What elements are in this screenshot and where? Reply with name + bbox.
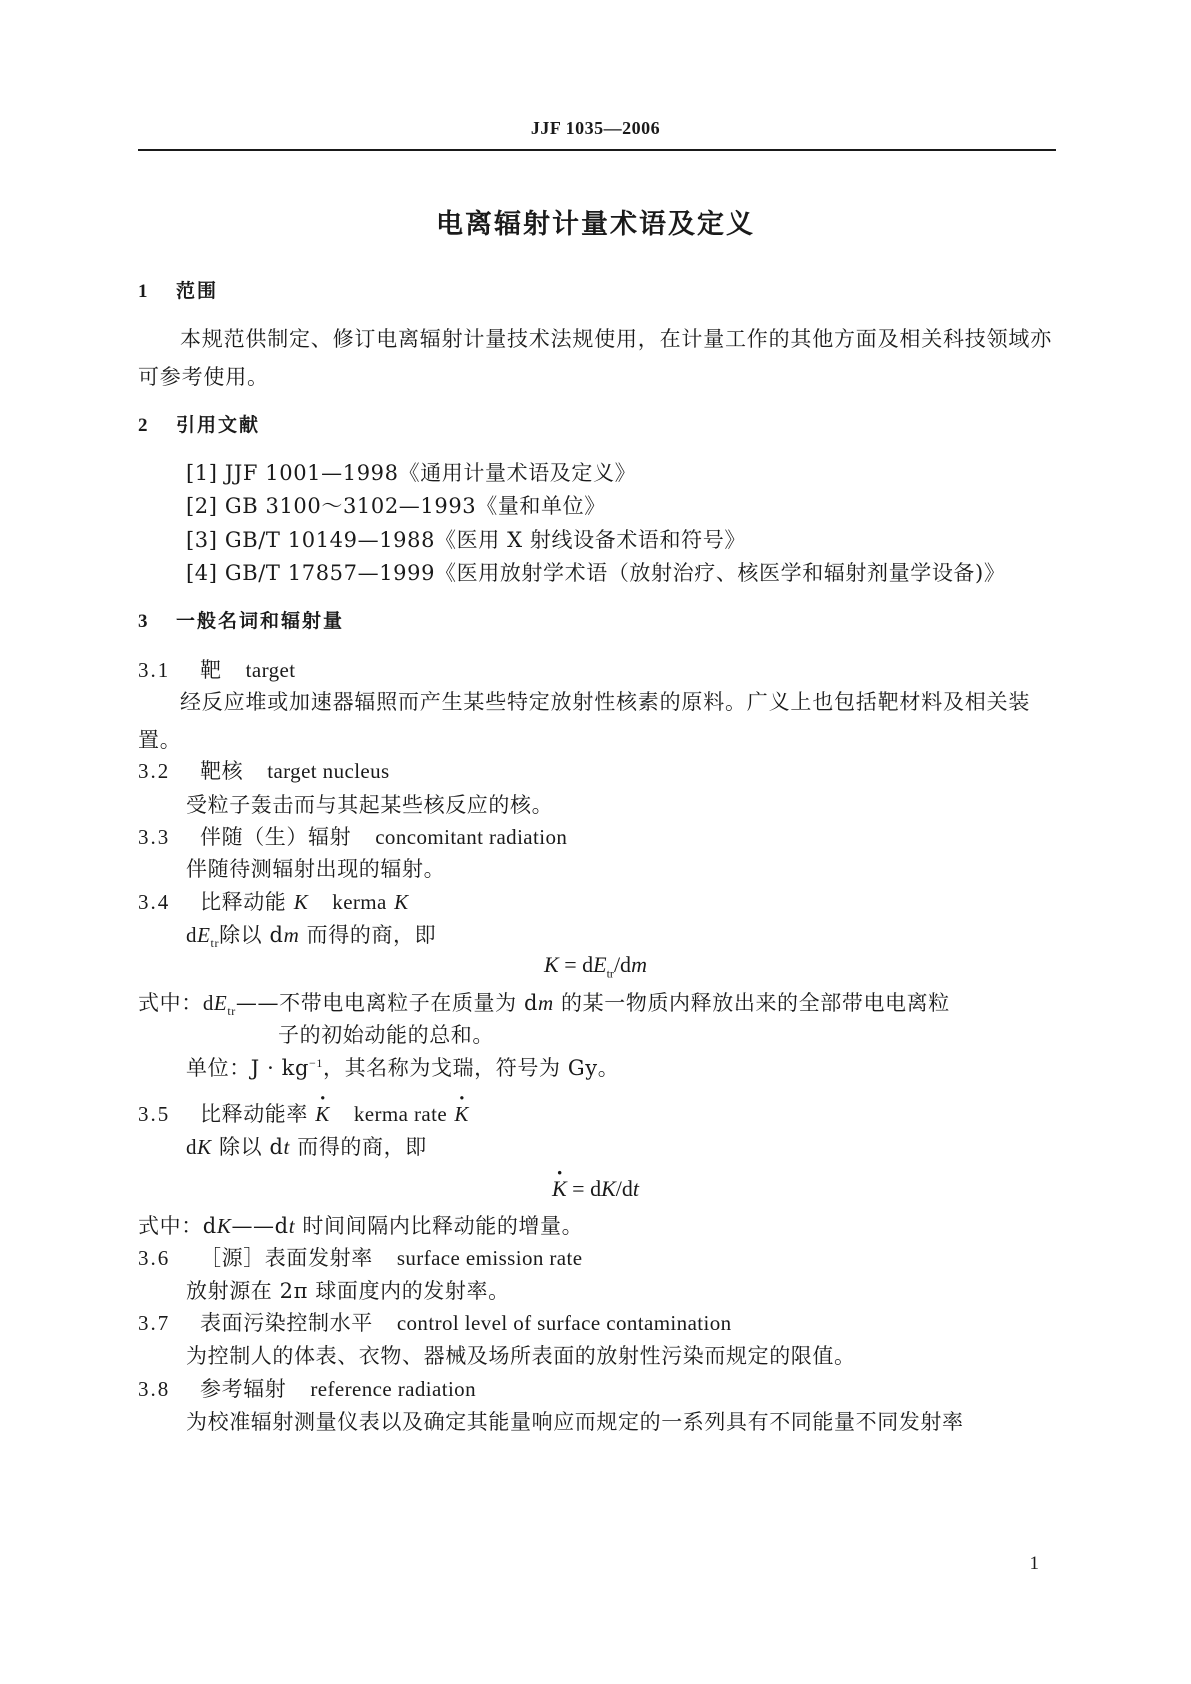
where-text: 的某一物质内释放出来的全部带电电离粒	[553, 991, 950, 1015]
math-m: m	[283, 923, 300, 947]
term-zh: 靶核	[200, 759, 244, 783]
term-number: 3.7	[138, 1311, 171, 1335]
math-d: d	[186, 1135, 198, 1159]
term-3-4-definition	[186, 919, 436, 951]
definition-text: 而得的商，即	[299, 923, 437, 947]
term-en: kerma	[332, 890, 387, 914]
term-3-6-definition: 放射源在 2π 球面度内的发射率。	[186, 1279, 510, 1303]
term-3-1-definition: 经反应堆或加速器辐照而产生某些特定放射性核素的原料。广义上也包括靶材料及相关装置。	[138, 690, 1031, 752]
formula-rhs: /d	[613, 952, 632, 977]
formula-E: E	[593, 952, 607, 977]
formula-lhs: · K	[552, 1176, 567, 1202]
unit-line	[186, 1052, 619, 1082]
formula-kerma	[0, 952, 1191, 981]
header-rule	[138, 149, 1056, 151]
math-E: E	[213, 991, 228, 1015]
term-3-7-definition: 为控制人的体表、衣物、器械及场所表面的放射性污染而规定的限值。	[186, 1344, 856, 1368]
term-en: reference radiation	[310, 1377, 476, 1401]
reference-item: [3] GB/T 10149—1988《医用 X 射线设备术语和符号》	[186, 528, 746, 552]
math-d: d	[186, 923, 198, 947]
term-zh: 表面污染控制水平	[200, 1311, 373, 1335]
formula-mid: = d	[558, 952, 594, 977]
formula-K: K	[601, 1176, 616, 1201]
term-number: 3.4	[138, 890, 171, 914]
term-3-4	[138, 886, 409, 916]
formula-kerma-rate	[0, 1176, 1191, 1202]
definition-text: 而得的商，即	[289, 1135, 427, 1159]
term-number: 3.1	[138, 658, 171, 682]
term-3-5	[138, 1098, 469, 1128]
term-zh: 伴随（生）辐射	[200, 825, 352, 849]
where-text: ——不带电电离粒子在质量为 d	[235, 991, 539, 1015]
reference-item: [1] JJF 1001—1998《通用计量术语及定义》	[186, 461, 637, 485]
term-number: 3.5	[138, 1102, 171, 1126]
term-en: kerma rate	[353, 1102, 448, 1126]
formula-t: t	[632, 1176, 640, 1201]
term-zh: ［源］表面发射率	[200, 1246, 373, 1270]
term-en-symbol: K	[394, 890, 409, 914]
unit-superscript: −1	[309, 1056, 323, 1070]
section-title: 范围	[176, 280, 219, 302]
unit-text: 单位：J · kg	[186, 1056, 310, 1080]
term-number: 3.2	[138, 759, 171, 783]
math-sub-tr: tr	[227, 1004, 236, 1019]
section-title: 一般名词和辐射量	[176, 610, 345, 632]
math-sub-tr: tr	[210, 936, 220, 951]
header-code: JJF 1035—2006	[530, 118, 661, 138]
term-zh: 比释动能	[200, 890, 287, 914]
term-3-8	[138, 1373, 476, 1403]
section-3-heading	[138, 606, 344, 633]
term-3-2-definition: 受粒子轰击而与其起某些核反应的核。	[186, 793, 554, 817]
term-en: surface emission rate	[396, 1246, 583, 1270]
where-clause-3-5	[138, 1210, 583, 1240]
term-en-symbol: · K	[454, 1102, 469, 1127]
term-number: 3.8	[138, 1377, 171, 1401]
section-number: 2	[138, 415, 148, 436]
where-clause-3-4	[138, 987, 950, 1019]
formula-slash: /d	[615, 1176, 633, 1201]
definition-text: 除以 d	[219, 923, 284, 947]
unit-text: ，其名称为戈瑞，符号为 Gy。	[322, 1056, 620, 1080]
definition-text: 除以 d	[211, 1135, 284, 1159]
term-3-3-definition: 伴随待测辐射出现的辐射。	[186, 857, 446, 881]
formula-mid: = d	[566, 1176, 602, 1201]
math-E: E	[197, 923, 211, 947]
term-number: 3.6	[138, 1246, 171, 1270]
term-en: target	[245, 658, 296, 682]
reference-item: [2] GB 3100～3102—1993《量和单位》	[186, 494, 606, 518]
term-3-5-definition	[186, 1131, 427, 1161]
math-K: K	[216, 1214, 232, 1238]
section-1-heading	[138, 276, 218, 303]
term-3-6	[138, 1242, 582, 1272]
section-number: 1	[138, 281, 148, 302]
math-m: m	[538, 991, 554, 1015]
term-3-7	[138, 1307, 732, 1337]
term-zh: 参考辐射	[200, 1377, 287, 1401]
where-text-continued: 子的初始动能的总和。	[278, 1023, 494, 1047]
where-label: 式中：d	[138, 1214, 217, 1238]
formula-sub: tr	[606, 966, 614, 981]
formula-m: m	[631, 952, 647, 977]
math-K: K	[197, 1135, 212, 1159]
section-2-heading	[138, 410, 260, 437]
page-number: 1	[1029, 1553, 1039, 1574]
term-3-1	[138, 654, 295, 684]
math-t: t	[283, 1135, 290, 1159]
term-zh: 靶	[200, 658, 222, 682]
math-t: t	[288, 1214, 296, 1238]
term-number: 3.3	[138, 825, 171, 849]
where-label: 式中：	[138, 991, 203, 1015]
term-3-2	[138, 755, 390, 785]
term-symbol: K	[293, 890, 309, 914]
section-number: 3	[138, 611, 148, 632]
term-zh: 比释动能率	[200, 1102, 308, 1126]
math-d: d	[202, 991, 214, 1015]
term-en: target nucleus	[267, 759, 390, 783]
reference-item: [4] GB/T 17857—1999《医用放射学术语（放射治疗、核医学和辐射剂量学设备)》	[186, 561, 1006, 585]
where-text: ——d	[231, 1214, 289, 1238]
term-3-8-definition: 为校准辐射测量仪表以及确定其能量响应而规定的一系列具有不同能量不同发射率	[186, 1410, 964, 1434]
term-en: concomitant radiation	[375, 825, 568, 849]
section-title: 引用文献	[176, 414, 261, 436]
section-1-text: 本规范供制定、修订电离辐射计量技术法规使用，在计量工作的其他方面及相关科技领域亦可参考使用。	[138, 327, 1052, 389]
where-text: 时间间隔内比释动能的增量。	[295, 1214, 584, 1238]
term-symbol: · K	[315, 1102, 330, 1127]
term-3-3	[138, 821, 567, 851]
formula-lhs: K	[544, 952, 559, 977]
term-en: control level of surface contamination	[396, 1311, 732, 1335]
document-title: 电离辐射计量术语及定义	[436, 209, 755, 240]
